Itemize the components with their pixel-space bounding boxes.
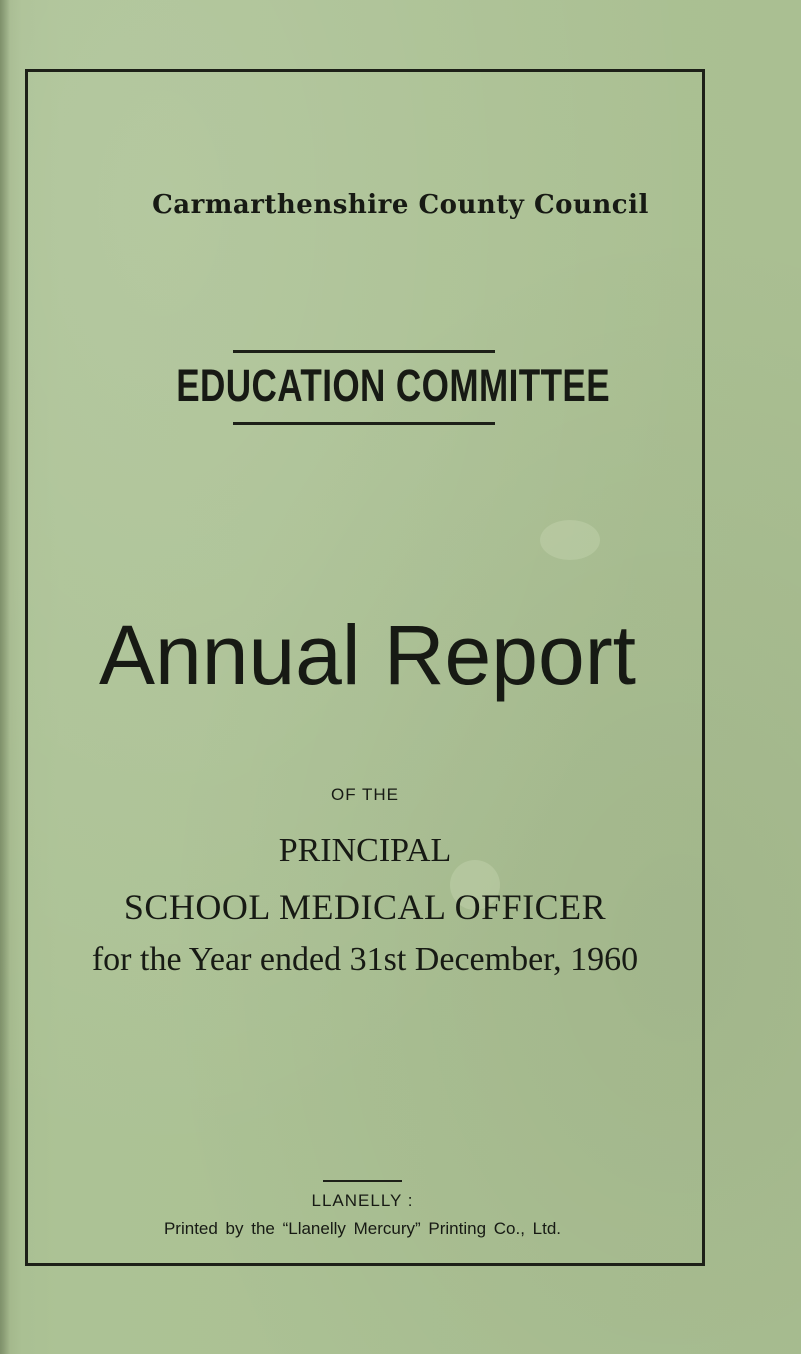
officer-title: SCHOOL MEDICAL OFFICER [123,887,607,927]
footer-rule [323,1180,402,1182]
report-period: for the Year ended 31st December, 1960 [91,941,639,978]
council-name: Carmarthenshire County Council [152,190,649,220]
committee-title: EDUCATION COMMITTEE [176,360,611,411]
committee-rule-top [233,350,495,353]
publication-place: LLANELLY : [311,1191,414,1210]
report-title: Annual Report [98,608,637,702]
committee-rule-bottom [233,422,495,425]
printer-imprint: Printed by the “Llanelly Mercury” Printing Co., Ltd. [163,1219,562,1238]
of-the-label: OF THE [330,785,400,804]
principal-label: PRINCIPAL [278,832,452,869]
